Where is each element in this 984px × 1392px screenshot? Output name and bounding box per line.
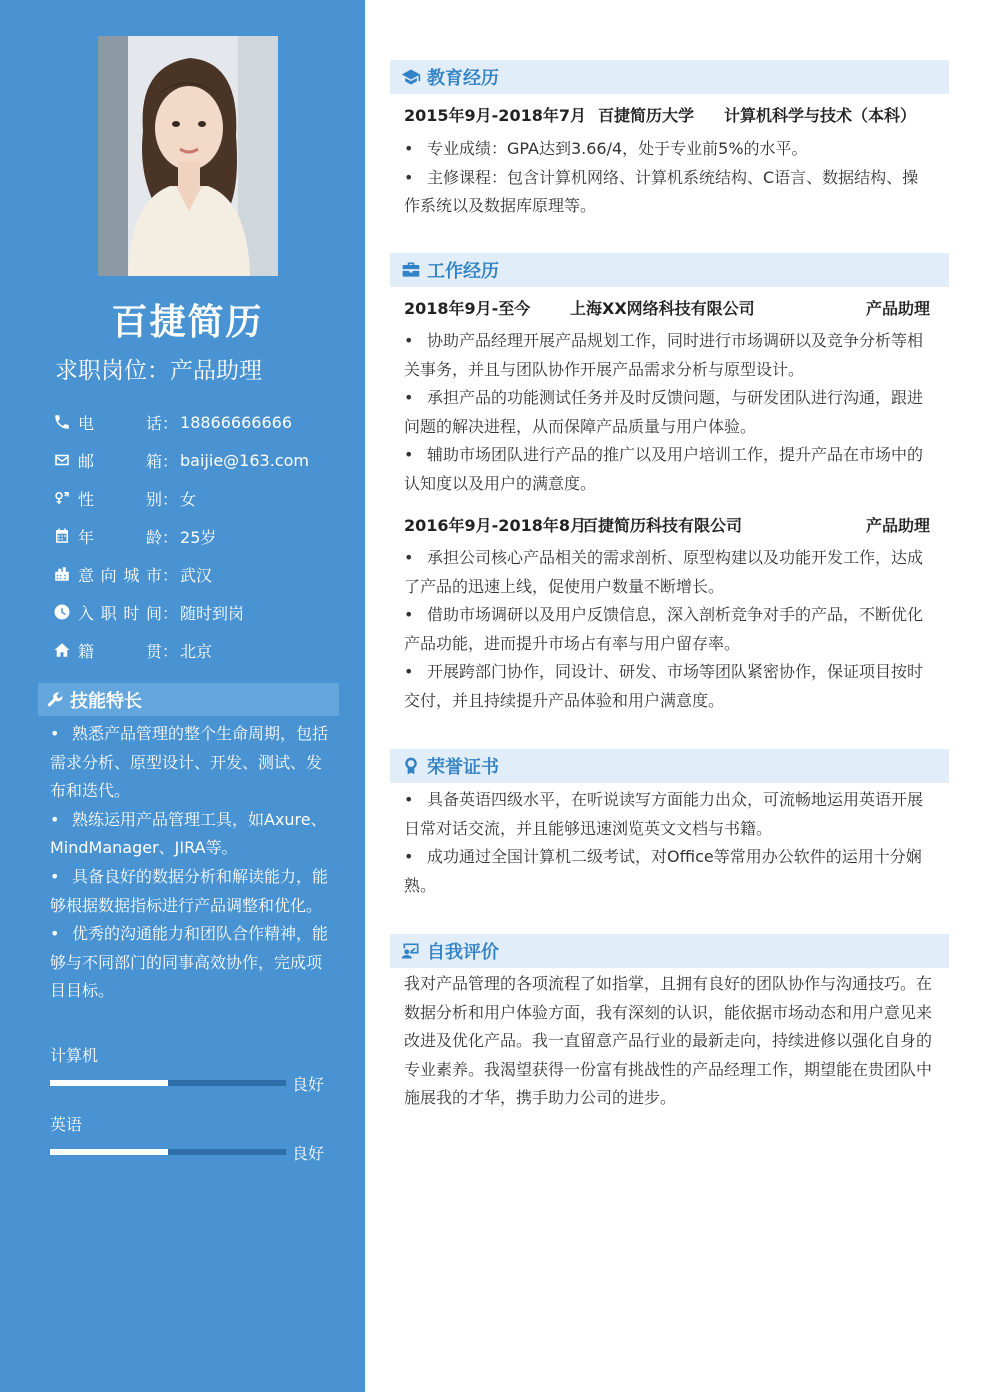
job-entry-header [404,513,936,535]
list-item: • 协助产品经理开展产品规划工作，同时进行市场调研以及竞争分析等相关事务，并且与团队协作开展产品需求分析与原型设计。 [404,331,924,379]
education-header [390,60,949,94]
education-period: 2015年9月-2018年7月 [404,106,586,125]
self-eval-text: 我对产品管理的各项流程了如指掌，且拥有良好的团队协作与沟通技巧。在数据分析和用户体验方面，我有深刻的认识，能依据市场动态和用户意见来改进及优化产品。我一直留意产品行业的最新走向，持续进修以强化自身的专业素养。我渴望获得一份富有挑战性的产品经理工作，期望能在贵团队中施展我的才华，携手助力公司的进步。 [404,974,933,1108]
list-item: • 成功通过全国计算机二级考试，对Office等常用办公软件的运用十分娴熟。 [404,847,922,895]
skill-bar-name: 英语 [50,1115,83,1134]
skill-bar-track [50,1149,286,1155]
info-label: 邮箱 [78,451,162,471]
job-objective-label: 求职岗位： [55,358,170,384]
job-objective-value: 产品助理 [170,358,262,384]
portrait-image [98,36,278,276]
mail-icon [52,450,72,470]
list-item: • 熟练运用产品管理工具，如Axure、MindManager、JIRA等。 [50,809,327,858]
honors-header [390,749,949,783]
info-label: 籍贯 [78,641,162,661]
job-entry-header [404,296,936,318]
self-eval-header [390,934,949,968]
job-company: 百捷简历科技有限公司 [582,516,743,535]
list-item: • 专业成绩：GPA达到3.66/4，处于专业前5%的水平。 [404,139,808,158]
info-row-start: 入职时间 ： 随时到岗 [52,593,309,631]
job-period: 2016年9月-2018年8月 [404,516,586,535]
info-row-hometown: 籍贯 ： 北京 [52,631,309,669]
skill-bar-fill [50,1149,168,1155]
info-row-gender: 性别 ： 女 [52,479,309,517]
gender-icon [52,488,72,508]
home-icon [52,640,72,660]
city-icon [52,564,72,584]
list-item: • 主修课程：包含计算机网络、计算机系统结构、C语言、数据结构、操作系统以及数据库原理等。 [404,167,919,216]
education-entry-header [404,103,936,125]
skill-bar-name: 计算机 [50,1046,99,1065]
work-title: 工作经历 [427,261,499,282]
info-value: 随时到岗 [180,603,245,623]
clock-icon [52,602,72,622]
info-value: 18866666666 [180,412,292,432]
job-objective [55,352,262,385]
work-header [390,253,949,287]
info-value: 25岁 [180,527,217,547]
list-item: • 优秀的沟通能力和团队合作精神，能够与不同部门的同事高效协作，完成项目目标。 [50,924,329,1001]
job-period: 2018年9月-至今 [404,299,531,318]
skill-bar-track [50,1080,286,1086]
skill-bar-level: 良好 [292,1075,325,1094]
list-item: • 具备英语四级水平，在听说读写方面能力出众，可流畅地运用英语开展日常对话交流，并且能够迅速浏览英文文档与书籍。 [404,790,924,838]
info-row-city: 意向城市 ： 武汉 [52,555,309,593]
info-row-age: 年龄 ： 25岁 [52,517,309,555]
sidebar [0,0,365,1392]
presentation-icon [401,941,421,961]
list-item: • 借助市场调研以及用户反馈信息，深入剖析竞争对手的产品，不断优化产品功能，进而提升市场占有率与用户留存率。 [404,605,924,653]
info-value: 北京 [180,641,213,661]
graduation-cap-icon [401,67,421,87]
skills-title: 技能特长 [70,690,142,712]
job-role: 产品助理 [866,299,931,318]
candidate-name: 百捷简历 [111,302,264,343]
info-value: baijie@163.com [180,450,309,470]
award-icon [401,756,421,776]
list-item: • 辅助市场团队进行产品的推广以及用户培训工作，提升产品在市场中的认知度以及用户的满意度。 [404,445,924,493]
list-item: • 具备良好的数据分析和解读能力，能够根据数据指标进行产品调整和优化。 [50,866,329,915]
job-company: 上海XX网络科技有限公司 [570,299,755,318]
list-item: • 承担公司核心产品相关的需求剖析、原型构建以及功能开发工作，达成了产品的迅速上线，促使用户数量不断增长。 [404,548,924,596]
contact-info [52,403,309,669]
list-item: • 承担产品的功能测试任务并及时反馈问题，与研发团队进行沟通，跟进问题的解决进程，从而保障产品质量与用户体验。 [404,388,924,436]
wrench-icon [46,691,64,709]
info-row-email: 邮箱 ： baijie@163.com [52,441,309,479]
info-value: 女 [180,489,197,509]
skills-header [38,683,339,716]
info-label: 性别 [78,489,162,509]
list-item: • 开展跨部门协作，同设计、研发、市场等团队紧密协作，保证项目按时交付，并且持续提升产品体验和用户满意度。 [404,662,924,710]
info-label: 电话 [78,413,162,433]
skill-bar-fill [50,1080,168,1086]
honors-list [404,786,934,900]
calendar-icon [52,526,72,546]
education-details [404,135,934,221]
education-major: 计算机科学与技术（本科） [724,106,917,125]
education-school: 百捷简历大学 [598,106,695,125]
skill-bar-level: 良好 [292,1144,325,1163]
education-title: 教育经历 [427,68,499,89]
info-label: 意向城市 [78,565,162,585]
job-details [404,327,934,499]
info-label: 入职时间 [78,603,162,623]
honors-title: 荣誉证书 [427,757,499,778]
list-item: • 熟悉产品管理的整个生命周期，包括需求分析、原型设计、开发、测试、发布和迭代。 [50,724,329,801]
profile-photo [98,36,278,276]
info-label: 年龄 [78,527,162,547]
info-row-phone: 电话 ： 18866666666 [52,403,309,441]
job-details [404,544,934,716]
skills-list [50,720,330,1006]
info-value: 武汉 [180,565,213,585]
self-eval-title: 自我评价 [427,942,499,963]
job-role: 产品助理 [866,516,931,535]
phone-icon [52,412,72,432]
briefcase-icon [401,260,421,280]
